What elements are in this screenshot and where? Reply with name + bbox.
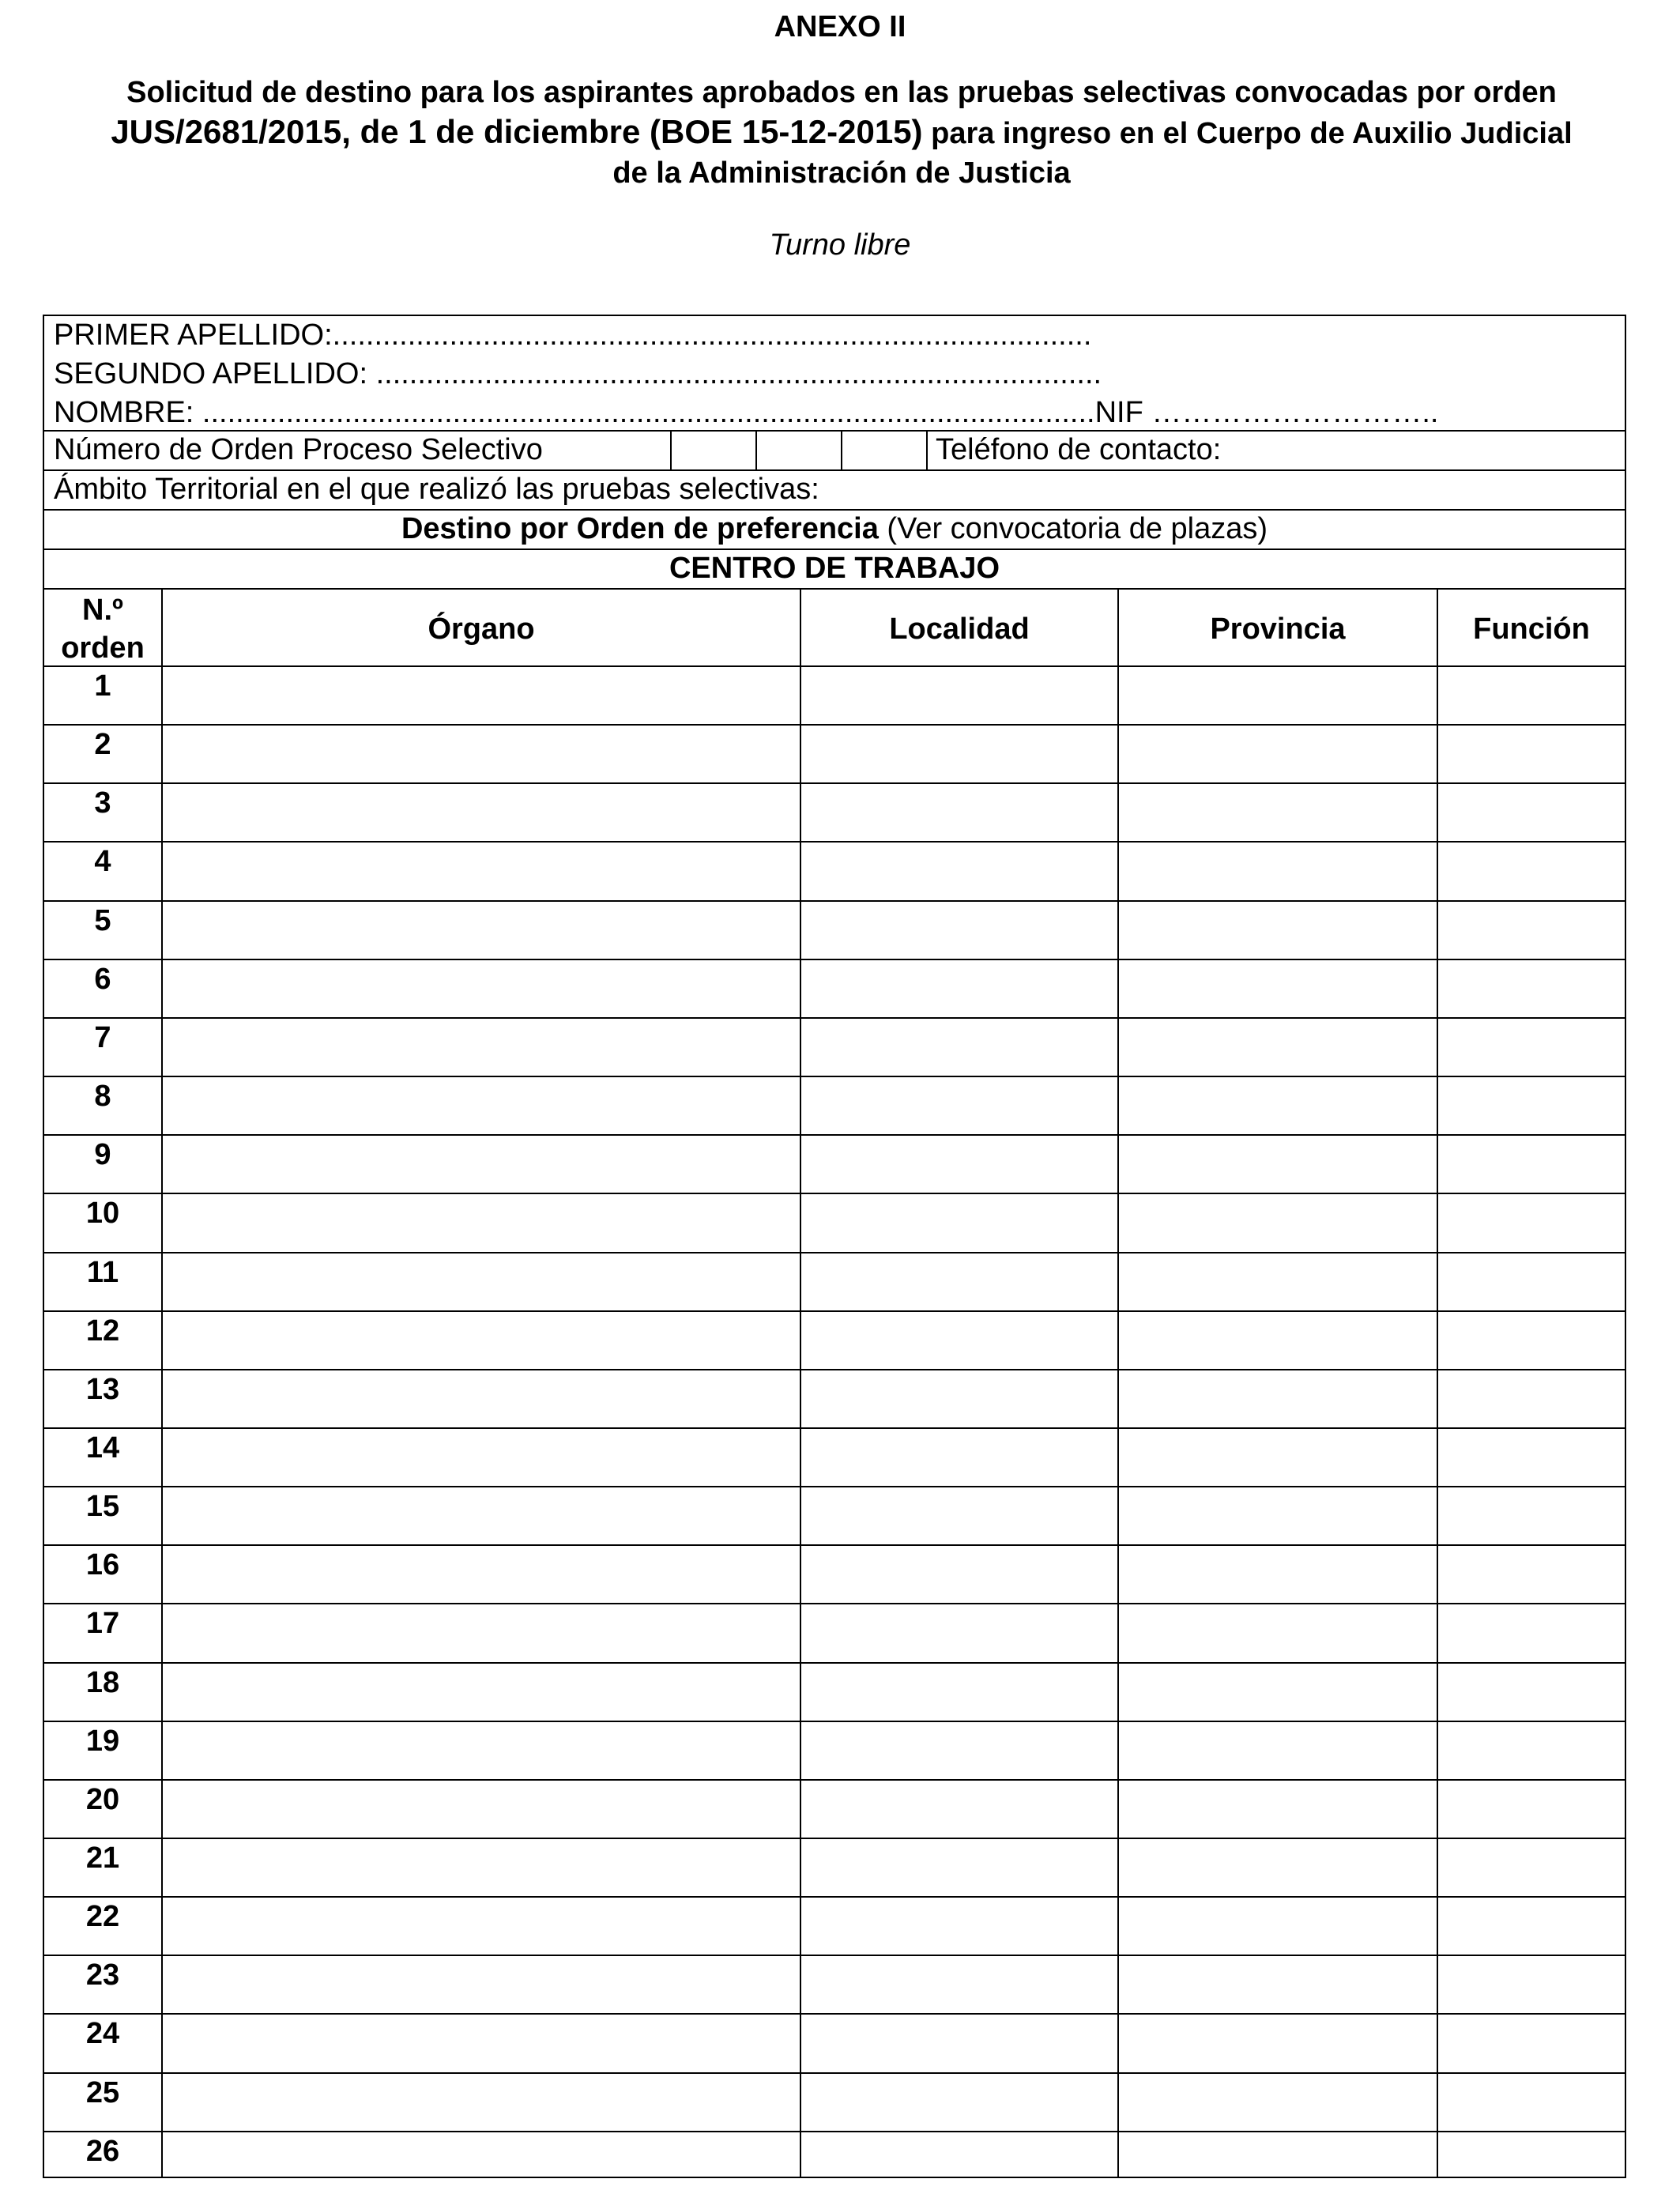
subtitle-line-2-rest: para ingreso en el Cuerpo de Auxilio Judicial	[922, 117, 1573, 150]
funcion-cell[interactable]	[1438, 1312, 1625, 1368]
subtitle-order-reference: JUS/2681/2015, de 1 de diciembre (BOE 15-12-2015)	[111, 113, 923, 150]
column-header-funcion: Función	[1473, 613, 1590, 646]
funcion-cell[interactable]	[1438, 1253, 1625, 1310]
row-number: 2	[94, 728, 111, 762]
organo-cell[interactable]	[163, 1429, 800, 1485]
telefono-field[interactable]: Teléfono de contacto:	[936, 433, 1222, 466]
row-number: 6	[94, 962, 111, 996]
funcion-cell[interactable]	[1438, 1722, 1625, 1778]
provincia-cell[interactable]	[1119, 1781, 1437, 1837]
localidad-cell[interactable]	[801, 2015, 1117, 2071]
provincia-cell[interactable]	[1119, 1898, 1437, 1954]
funcion-cell[interactable]	[1438, 902, 1625, 958]
organo-cell[interactable]	[163, 1194, 800, 1250]
organo-cell[interactable]	[163, 1839, 800, 1895]
row-number: 8	[94, 1080, 111, 1114]
column-header-localidad: Localidad	[889, 613, 1030, 646]
organo-cell[interactable]	[163, 1956, 800, 2012]
row-number: 13	[85, 1372, 120, 1406]
column-header-organo: Órgano	[428, 613, 535, 646]
provincia-cell[interactable]	[1119, 1546, 1437, 1602]
localidad-cell[interactable]	[801, 2132, 1117, 2188]
document-subtitle	[40, 73, 1644, 193]
localidad-cell[interactable]	[801, 1194, 1117, 1250]
row-number: 21	[85, 1842, 120, 1875]
provincia-cell[interactable]	[1119, 1487, 1437, 1544]
row-number: 16	[85, 1548, 120, 1582]
numero-orden-box-1[interactable]	[672, 432, 755, 469]
application-form	[43, 315, 1626, 2178]
divider	[44, 588, 1625, 590]
destino-heading	[44, 510, 1625, 548]
centro-trabajo-heading: CENTRO DE TRABAJO	[669, 552, 1000, 585]
destino-heading-note: (Ver convocatoria de plazas)	[878, 512, 1268, 545]
localidad-cell[interactable]	[801, 784, 1117, 840]
row-number: 3	[94, 786, 111, 820]
row-number: 19	[85, 1724, 120, 1758]
row-number: 25	[85, 2075, 120, 2109]
row-number: 23	[85, 1958, 120, 1992]
localidad-cell[interactable]	[801, 1312, 1117, 1368]
localidad-cell[interactable]	[801, 1253, 1117, 1310]
localidad-cell[interactable]	[801, 1546, 1117, 1602]
funcion-cell[interactable]	[1438, 667, 1625, 723]
funcion-cell[interactable]	[1438, 1604, 1625, 1661]
organo-cell[interactable]	[163, 726, 800, 782]
organo-cell[interactable]	[163, 960, 800, 1016]
divider	[926, 430, 928, 469]
organo-cell[interactable]	[163, 1019, 800, 1075]
funcion-cell[interactable]	[1438, 1839, 1625, 1895]
row-number: 20	[85, 1782, 120, 1816]
primer-apellido-field[interactable]: PRIMER APELLIDO:...........................................................................................	[54, 319, 1092, 352]
funcion-cell[interactable]	[1438, 1370, 1625, 1427]
provincia-cell[interactable]	[1119, 1136, 1437, 1192]
localidad-cell[interactable]	[801, 1019, 1117, 1075]
row-number: 14	[85, 1431, 120, 1465]
localidad-cell[interactable]	[801, 902, 1117, 958]
provincia-cell[interactable]	[1119, 902, 1437, 958]
funcion-cell[interactable]	[1438, 843, 1625, 899]
funcion-cell[interactable]	[1438, 1429, 1625, 1485]
segundo-apellido-field[interactable]: SEGUNDO APELLIDO: .......................................................................................	[54, 357, 1102, 390]
funcion-cell[interactable]	[1438, 1077, 1625, 1133]
funcion-cell[interactable]	[1438, 1781, 1625, 1837]
localidad-cell[interactable]	[801, 2074, 1117, 2130]
localidad-cell[interactable]	[801, 1722, 1117, 1778]
provincia-cell[interactable]	[1119, 1604, 1437, 1661]
localidad-cell[interactable]	[801, 726, 1117, 782]
organo-cell[interactable]	[163, 1898, 800, 1954]
row-number: 22	[85, 1900, 120, 1934]
organo-cell[interactable]	[163, 1487, 800, 1544]
provincia-cell[interactable]	[1119, 726, 1437, 782]
provincia-cell[interactable]	[1119, 1429, 1437, 1485]
column-header-numero-line-2: orden	[61, 631, 145, 665]
provincia-cell[interactable]	[1119, 2015, 1437, 2071]
organo-cell[interactable]	[163, 843, 800, 899]
funcion-cell[interactable]	[1438, 2132, 1625, 2188]
provincia-cell[interactable]	[1119, 843, 1437, 899]
organo-cell[interactable]	[163, 1781, 800, 1837]
numero-orden-label: Número de Orden Proceso Selectivo	[54, 433, 543, 466]
provincia-cell[interactable]	[1119, 1312, 1437, 1368]
localidad-cell[interactable]	[801, 1429, 1117, 1485]
column-header-provincia: Provincia	[1210, 613, 1346, 646]
destino-heading-bold: Destino por Orden de preferencia	[401, 512, 879, 545]
organo-cell[interactable]	[163, 2015, 800, 2071]
localidad-cell[interactable]	[801, 1781, 1117, 1837]
organo-cell[interactable]	[163, 1664, 800, 1720]
row-number: 7	[94, 1020, 111, 1054]
provincia-cell[interactable]	[1119, 2132, 1437, 2188]
funcion-cell[interactable]	[1438, 1664, 1625, 1720]
provincia-cell[interactable]	[1119, 960, 1437, 1016]
provincia-cell[interactable]	[1119, 1722, 1437, 1778]
row-number: 11	[86, 1255, 119, 1289]
localidad-cell[interactable]	[801, 843, 1117, 899]
funcion-cell[interactable]	[1438, 2015, 1625, 2071]
funcion-cell[interactable]	[1438, 1546, 1625, 1602]
provincia-cell[interactable]	[1119, 1370, 1437, 1427]
provincia-cell[interactable]	[1119, 1194, 1437, 1250]
nombre-nif-field[interactable]: NOMBRE: ...........................................................................................................NIF ………………………..	[54, 396, 1439, 429]
organo-cell[interactable]	[163, 1253, 800, 1310]
funcion-cell[interactable]	[1438, 960, 1625, 1016]
funcion-cell[interactable]	[1438, 1956, 1625, 2012]
row-number: 24	[85, 2017, 120, 2051]
provincia-cell[interactable]	[1119, 1253, 1437, 1310]
numero-orden-box-3[interactable]	[842, 432, 926, 469]
organo-cell[interactable]	[163, 1370, 800, 1427]
provincia-cell[interactable]	[1119, 1956, 1437, 2012]
funcion-cell[interactable]	[1438, 2074, 1625, 2130]
organo-cell[interactable]	[163, 1077, 800, 1133]
localidad-cell[interactable]	[801, 1370, 1117, 1427]
organo-cell[interactable]	[163, 1722, 800, 1778]
organo-cell[interactable]	[163, 1312, 800, 1368]
turno-label: Turno libre	[769, 228, 911, 262]
funcion-cell[interactable]	[1438, 1194, 1625, 1250]
organo-cell[interactable]	[163, 784, 800, 840]
localidad-cell[interactable]	[801, 1136, 1117, 1192]
column-header-numero	[44, 591, 161, 667]
row-number: 10	[85, 1197, 120, 1231]
row-number: 18	[85, 1665, 120, 1699]
numero-orden-box-2[interactable]	[757, 432, 841, 469]
provincia-cell[interactable]	[1119, 1664, 1437, 1720]
localidad-cell[interactable]	[801, 1839, 1117, 1895]
funcion-cell[interactable]	[1438, 784, 1625, 840]
funcion-cell[interactable]	[1438, 1019, 1625, 1075]
subtitle-line-3: de la Administración de Justicia	[612, 156, 1071, 190]
localidad-cell[interactable]	[801, 1604, 1117, 1661]
localidad-cell[interactable]	[801, 960, 1117, 1016]
funcion-cell[interactable]	[1438, 1136, 1625, 1192]
provincia-cell[interactable]	[1119, 1839, 1437, 1895]
localidad-cell[interactable]	[801, 1898, 1117, 1954]
row-number: 9	[94, 1138, 111, 1172]
funcion-cell[interactable]	[1438, 1487, 1625, 1544]
document-title: ANEXO II	[774, 10, 906, 43]
row-number: 17	[85, 1607, 120, 1641]
localidad-cell[interactable]	[801, 1487, 1117, 1544]
organo-cell[interactable]	[163, 667, 800, 723]
localidad-cell[interactable]	[801, 1956, 1117, 2012]
organo-cell[interactable]	[163, 902, 800, 958]
organo-cell[interactable]	[163, 1604, 800, 1661]
row-number: 4	[94, 845, 111, 879]
funcion-cell[interactable]	[1438, 726, 1625, 782]
provincia-cell[interactable]	[1119, 1019, 1437, 1075]
ambito-territorial-field[interactable]: Ámbito Territorial en el que realizó las pruebas selectivas:	[54, 473, 819, 506]
organo-cell[interactable]	[163, 2132, 800, 2188]
provincia-cell[interactable]	[1119, 1077, 1437, 1133]
provincia-cell[interactable]	[1119, 667, 1437, 723]
organo-cell[interactable]	[163, 2074, 800, 2130]
localidad-cell[interactable]	[801, 667, 1117, 723]
column-header-numero-line-1: N.º	[82, 594, 123, 627]
funcion-cell[interactable]	[1438, 1898, 1625, 1954]
provincia-cell[interactable]	[1119, 2074, 1437, 2130]
row-number: 5	[94, 903, 111, 937]
row-number: 1	[94, 669, 111, 703]
localidad-cell[interactable]	[801, 1664, 1117, 1720]
localidad-cell[interactable]	[801, 1077, 1117, 1133]
row-number: 15	[85, 1490, 120, 1524]
organo-cell[interactable]	[163, 1136, 800, 1192]
organo-cell[interactable]	[163, 1546, 800, 1602]
row-number: 12	[85, 1314, 120, 1348]
provincia-cell[interactable]	[1119, 784, 1437, 840]
subtitle-line-1: Solicitud de destino para los aspirantes aprobados en las pruebas selectivas convocadas por orden	[126, 76, 1557, 109]
row-number: 26	[85, 2134, 120, 2168]
